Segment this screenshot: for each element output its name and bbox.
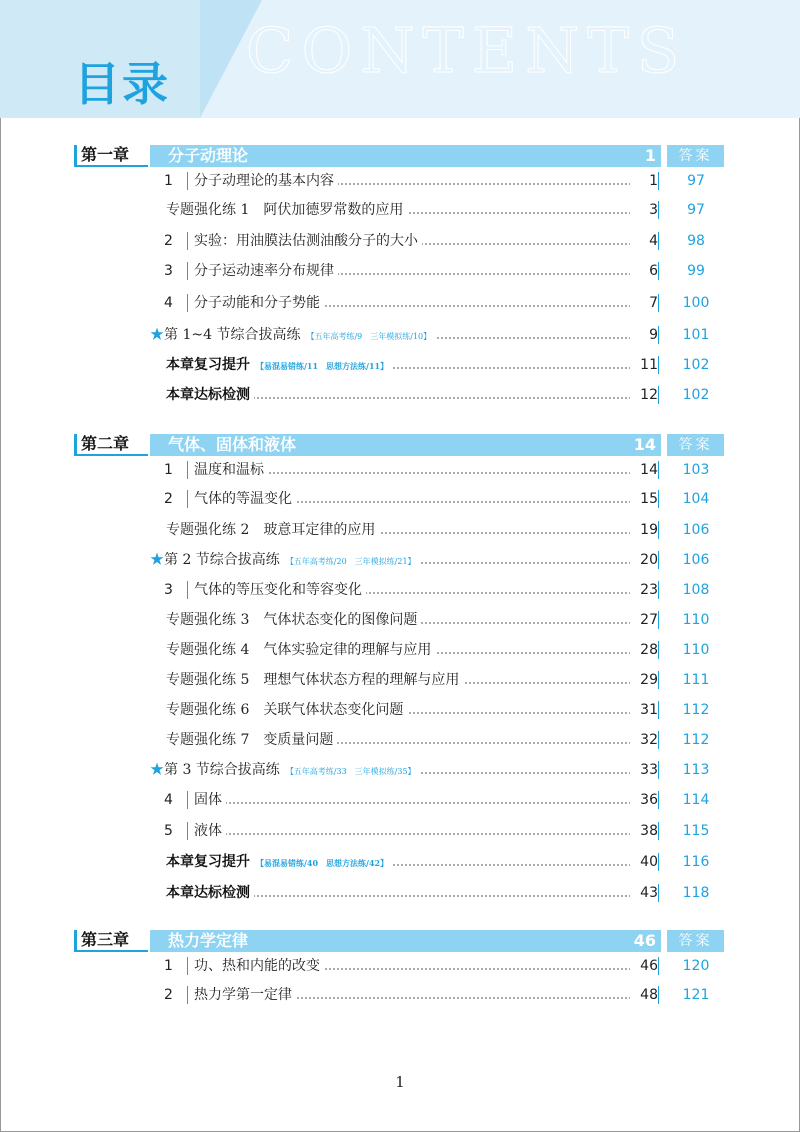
entry-note: 【五年高考练/9 三年模拟练/10】 (306, 332, 432, 341)
toc-entry[interactable] (150, 850, 730, 874)
entry-title: 本章复习提升 (166, 357, 250, 373)
leader-dots (210, 895, 634, 897)
answer-page: 97 (687, 202, 705, 218)
chapter-title[interactable]: 气体、固体和液体 (168, 435, 297, 454)
entry-page: 20 (630, 548, 658, 572)
answer-divider (658, 731, 659, 749)
entry-page: 28 (630, 638, 658, 662)
answer-page: 114 (682, 792, 710, 808)
entry-title: 专题强化练 5 理想气体状态方程的理解与应用 (166, 668, 463, 692)
leader-dots (210, 472, 634, 474)
answer-page: 106 (682, 522, 710, 538)
entry-title: 本章达标检测 (166, 885, 250, 901)
answer-page: 116 (682, 854, 710, 870)
footer-page-number: 1 (395, 1073, 405, 1091)
entry-title: 第 2 节综合拔高练 (164, 552, 280, 568)
entry-note: 【五年高考练/20 三年模拟练/21】 (285, 557, 416, 566)
entry-title: 第 1~4 节综合拔高练 (164, 327, 301, 343)
answer-divider (658, 641, 659, 659)
entry-page: 9 (630, 323, 658, 347)
answer-page: 103 (682, 462, 710, 478)
toc-entry[interactable] (150, 578, 730, 602)
answer-divider (658, 957, 659, 975)
answer-page: 108 (682, 582, 710, 598)
entry-page: 15 (630, 487, 658, 511)
section-number: 2 (164, 491, 173, 507)
answer-divider (658, 461, 659, 479)
entry-page: 23 (630, 578, 658, 602)
section-divider (187, 822, 188, 840)
answer-divider (658, 581, 659, 599)
entry-title-group (150, 548, 420, 574)
section-number: 4 (164, 792, 173, 808)
entry-title: 专题强化练 2 玻意耳定律的应用 (166, 518, 379, 542)
entry-page: 43 (630, 881, 658, 905)
toc-entry[interactable] (150, 608, 730, 632)
answer-page: 120 (682, 958, 710, 974)
toc-entry[interactable] (150, 518, 730, 542)
entry-title-group (150, 758, 420, 784)
answer-page: 115 (682, 823, 710, 839)
entry-title: 实验：用油膜法估测油酸分子的大小 (194, 229, 422, 253)
chapter-header (74, 930, 724, 952)
toc-entry[interactable] (150, 983, 730, 1007)
answer-divider (658, 701, 659, 719)
toc-entry[interactable] (150, 758, 730, 782)
entry-page: 46 (630, 954, 658, 978)
entry-page: 32 (630, 728, 658, 752)
entry-page: 33 (630, 758, 658, 782)
answer-page: 101 (682, 327, 710, 343)
entry-page: 27 (630, 608, 658, 632)
toc-entry[interactable] (150, 954, 730, 978)
answer-page: 99 (687, 263, 705, 279)
answer-divider (658, 490, 659, 508)
toc-entry[interactable] (150, 198, 730, 222)
answer-page: 121 (682, 987, 710, 1003)
entry-page: 6 (630, 259, 658, 283)
page-title: 目录 (74, 57, 170, 111)
entry-page: 1 (630, 169, 658, 193)
entry-page: 36 (630, 788, 658, 812)
section-divider (187, 986, 188, 1004)
entry-title: 第 3 节综合拔高练 (164, 762, 280, 778)
answer-divider (658, 172, 659, 190)
section-number: 4 (164, 295, 173, 311)
section-divider (187, 172, 188, 190)
answer-page: 106 (682, 552, 710, 568)
toc-entry[interactable] (150, 487, 730, 511)
entry-page: 4 (630, 229, 658, 253)
answer-page: 118 (682, 885, 710, 901)
answer-divider (658, 521, 659, 539)
answer-header: 答案 (667, 930, 724, 952)
chapter-header (74, 434, 724, 456)
answer-page: 111 (682, 672, 710, 688)
section-divider (187, 262, 188, 280)
answer-page: 110 (682, 612, 710, 628)
entry-page: 29 (630, 668, 658, 692)
section-number: 1 (164, 958, 173, 974)
answer-divider (658, 201, 659, 219)
leader-dots (210, 397, 634, 399)
section-divider (187, 294, 188, 312)
section-number: 3 (164, 263, 173, 279)
toc-entry[interactable] (150, 728, 730, 752)
section-number: 2 (164, 233, 173, 249)
answer-page: 110 (682, 642, 710, 658)
star-icon: ★ (150, 552, 164, 568)
answer-page: 97 (687, 173, 705, 189)
toc-entry[interactable] (150, 169, 730, 193)
toc-entry[interactable] (150, 638, 730, 662)
section-number: 1 (164, 462, 173, 478)
section-divider (187, 461, 188, 479)
section-divider (187, 791, 188, 809)
answer-divider (658, 356, 659, 374)
answer-divider (658, 986, 659, 1004)
chapter-label: 第三章 (74, 930, 148, 952)
toc-entry[interactable] (150, 383, 730, 407)
entry-note: 【易混易错练/40 思想方法练/42】 (256, 858, 389, 868)
section-number: 1 (164, 173, 173, 189)
star-icon: ★ (150, 327, 164, 343)
section-number: 2 (164, 987, 173, 1003)
entry-page: 7 (630, 291, 658, 315)
answer-page: 102 (682, 387, 710, 403)
entry-title-group (166, 353, 392, 378)
header-band (0, 0, 800, 118)
section-number: 3 (164, 582, 173, 598)
answer-divider (658, 671, 659, 689)
toc-entry[interactable] (150, 548, 730, 572)
leader-dots (210, 802, 634, 804)
entry-page: 3 (630, 198, 658, 222)
chapter-title[interactable]: 热力学定律 (168, 931, 249, 950)
answer-divider (658, 232, 659, 250)
toc-entry[interactable] (150, 668, 730, 692)
answer-page: 100 (682, 295, 710, 311)
section-divider (187, 232, 188, 250)
entry-title: 专题强化练 3 气体状态变化的图像问题 (166, 608, 421, 632)
chapter-title[interactable]: 分子动理论 (168, 146, 249, 165)
entry-title: 专题强化练 1 阿伏加德罗常数的应用 (166, 198, 407, 222)
contents-watermark: CONTENTS (246, 14, 688, 87)
chapter-page: 46 (633, 931, 656, 950)
entry-title: 温度和温标 (194, 458, 268, 482)
entry-page: 19 (630, 518, 658, 542)
toc-entry[interactable] (150, 259, 730, 283)
answer-page: 104 (682, 491, 710, 507)
entry-page: 12 (630, 383, 658, 407)
entry-page: 38 (630, 819, 658, 843)
entry-page: 14 (630, 458, 658, 482)
answer-divider (658, 884, 659, 902)
answer-divider (658, 326, 659, 344)
entry-title-group (166, 383, 254, 407)
entry-page: 48 (630, 983, 658, 1007)
star-icon: ★ (150, 762, 164, 778)
entry-title: 专题强化练 6 关联气体状态变化问题 (166, 698, 407, 722)
answer-page: 113 (682, 762, 710, 778)
entry-note: 【易混易错练/11 思想方法练/11】 (256, 361, 389, 371)
toc-entry[interactable] (150, 881, 730, 905)
entry-page: 31 (630, 698, 658, 722)
section-divider (187, 957, 188, 975)
chapter-label: 第二章 (74, 434, 148, 456)
entry-page: 40 (630, 850, 658, 874)
entry-title: 本章复习提升 (166, 854, 250, 870)
answer-page: 102 (682, 357, 710, 373)
answer-divider (658, 761, 659, 779)
entry-title: 专题强化练 7 变质量问题 (166, 728, 337, 752)
answer-divider (658, 386, 659, 404)
answer-divider (658, 853, 659, 871)
answer-header: 答案 (667, 434, 724, 456)
entry-title: 热力学第一定律 (194, 983, 296, 1007)
toc-entry[interactable] (150, 819, 730, 843)
entry-title: 本章达标检测 (166, 387, 250, 403)
section-divider (187, 581, 188, 599)
answer-divider (658, 611, 659, 629)
answer-divider (658, 294, 659, 312)
toc-entry[interactable] (150, 788, 730, 812)
entry-title: 气体的等压变化和等容变化 (194, 578, 366, 602)
entry-title: 液体 (194, 819, 226, 843)
entry-title: 专题强化练 4 气体实验定律的理解与应用 (166, 638, 435, 662)
section-divider (187, 490, 188, 508)
entry-title: 分子运动速率分布规律 (194, 259, 338, 283)
entry-title: 气体的等温变化 (194, 487, 296, 511)
entry-title: 分子动能和分子势能 (194, 291, 324, 315)
entry-title: 功、热和内能的改变 (194, 954, 324, 978)
toc-entry[interactable] (150, 353, 730, 377)
entry-title-group (166, 881, 254, 905)
answer-divider (658, 551, 659, 569)
chapter-page: 14 (633, 435, 656, 454)
answer-page: 98 (687, 233, 705, 249)
entry-title: 分子动理论的基本内容 (194, 169, 338, 193)
chapter-page: 1 (644, 146, 656, 165)
toc-entry[interactable] (150, 323, 730, 347)
entry-title: 固体 (194, 788, 226, 812)
chapter-header (74, 145, 724, 167)
answer-header: 答案 (667, 145, 724, 167)
answer-divider (658, 262, 659, 280)
toc-entry[interactable] (150, 698, 730, 722)
section-number: 5 (164, 823, 173, 839)
answer-page: 112 (682, 732, 710, 748)
toc-entry[interactable] (150, 229, 730, 253)
answer-divider (658, 791, 659, 809)
chapter-label: 第一章 (74, 145, 148, 167)
leader-dots (210, 833, 634, 835)
entry-title-group (150, 323, 435, 349)
answer-divider (658, 822, 659, 840)
toc-entry[interactable] (150, 458, 730, 482)
toc-entry[interactable] (150, 291, 730, 315)
entry-note: 【五年高考练/33 三年模拟练/35】 (285, 767, 416, 776)
answer-page: 112 (682, 702, 710, 718)
entry-page: 11 (630, 353, 658, 377)
entry-title-group (166, 850, 392, 875)
